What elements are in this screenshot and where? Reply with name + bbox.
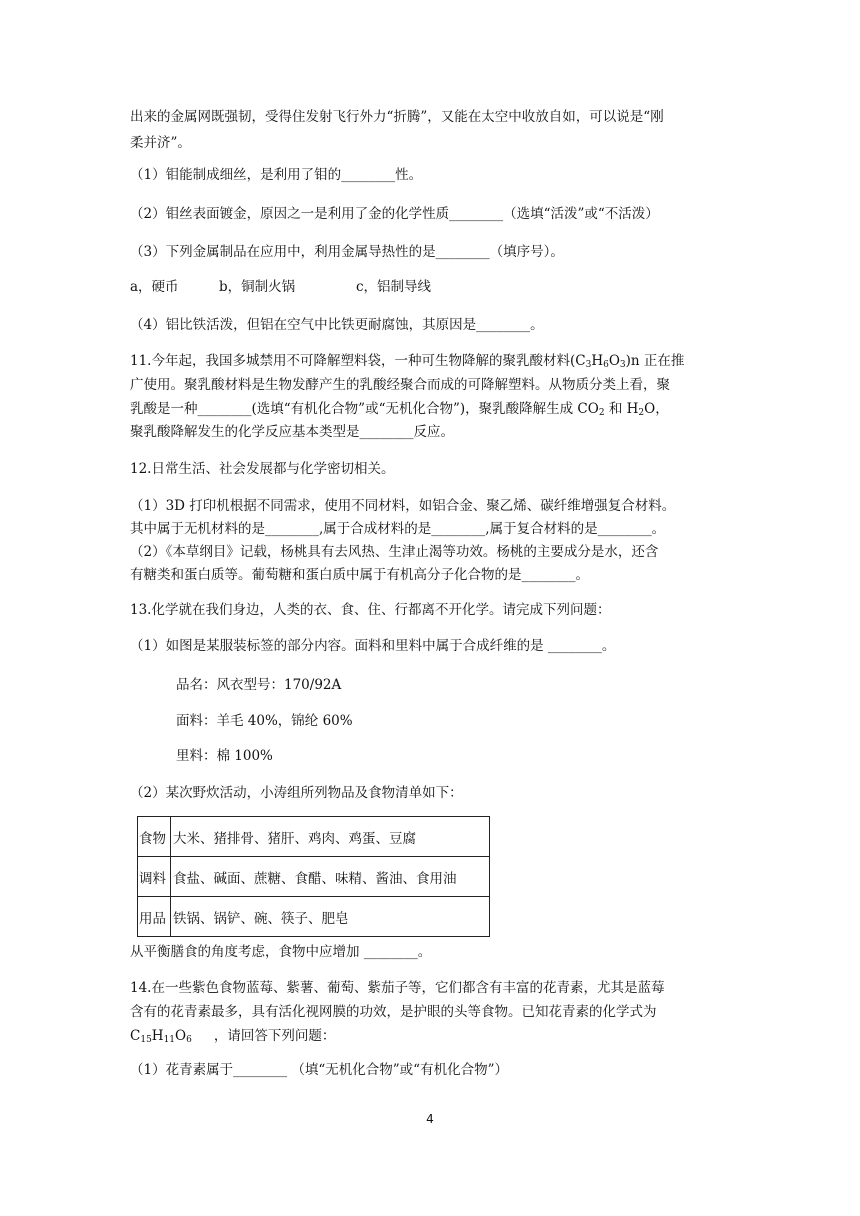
question-11-line: 乳酸是一种________(选填“有机化合物”或“无机化合物”)，聚乳酸降解生成 $CO_2$ 和 $H_2O$， (130, 401, 669, 418)
question-14-line: 14.在一些紫色食物蓝莓、紫薯、葡萄、紫茄子等，它们都含有丰富的花青素，尤其是蓝莓 (130, 980, 665, 996)
option-c: c，铝制导线 (356, 279, 432, 295)
question-13-title: 13.化学就在我们身边，人类的衣、食、住、行都离不开化学。请完成下列问题： (130, 602, 611, 618)
question-14-1: （1）花青素属于________ （填“无机化合物”或“有机化合物”） (130, 1062, 508, 1078)
option-b: b，铜制火锅 (219, 279, 296, 295)
text-line: 柔并济”。 (130, 135, 191, 151)
question-10-1: （1）钼能制成细丝，是利用了钼的________性。 (130, 167, 423, 183)
question-10-3: （3）下列金属制品在应用中，利用金属导热性的是________（填序号）。 (130, 244, 564, 260)
question-11-line: 11.今年起，我国多城禁用不可降解塑料袋，一种可生物降解的聚乳酸材料$(C_3H_6O_3)n$ 正在推 (130, 353, 685, 370)
clothing-label-outer: 面料：羊毛 40%，锦纶 60% (176, 713, 353, 729)
table-cell: 食物 (138, 817, 171, 857)
table-cell: 铁锅、锅铲、碗、筷子、肥皂 (171, 897, 490, 937)
question-10-4: （4）铝比铁活泼，但铝在空气中比铁更耐腐蚀，其原因是________。 (130, 317, 544, 333)
text-line: 广使用。聚乳酸材料是生物发酵产生的乳酸经聚合而成的可降解塑料。从物质分类上看，聚 (130, 377, 670, 393)
text-line: 聚乳酸降解发生的化学反应基本类型是________反应。 (130, 424, 454, 440)
question-10-2: （2）钼丝表面镀金，原因之一是利用了金的化学性质________（选填“活泼”或“不活泼） (130, 206, 659, 222)
question-12-title: 12.日常生活、社会发展都与化学密切相关。 (130, 461, 395, 477)
supply-table (137, 816, 490, 937)
table-row (138, 897, 490, 937)
table-cell: 大米、猪排骨、猪肝、鸡肉、鸡蛋、豆腐 (171, 817, 490, 857)
question-12-1: （1）3D 打印机根据不同需求，使用不同材料，如铝合金、聚乙烯、碳纤维增强复合材料。 (130, 498, 676, 514)
text-line: 从平衡膳食的角度考虑，食物中应增加 ________。 (130, 944, 432, 960)
page-number: 4 (426, 1112, 434, 1126)
clothing-label-name: 品名：风衣型号：170/92A (176, 677, 342, 693)
text-line: 有糖类和蛋白质等。葡萄糖和蛋白质中属于有机高分子化合物的是________。 (130, 567, 589, 583)
formula-line: $C_{15}H_{11}O_6$ ，请回答下列问题： (130, 1028, 336, 1045)
table-row (138, 817, 490, 857)
question-13-1: （1）如图是某服装标签的部分内容。面料和里料中属于合成纤维的是 ________。 (130, 638, 616, 654)
text-line: 其中属于无机材料的是________,属于合成材料的是________,属于复合材料的是________。 (130, 521, 666, 537)
text-line: 含有的花青素最多，具有活化视网膜的功效，是护眼的头等食物。已知花青素的化学式为 (130, 1004, 657, 1020)
question-13-2: （2）某次野炊活动，小涛组所列物品及食物清单如下： (130, 785, 463, 801)
option-a: a，硬币 (130, 279, 179, 295)
table-row (138, 857, 490, 897)
question-12-2: （2）《本草纲目》记载，杨桃具有去风热、生津止渴等功效。杨桃的主要成分是水，还含 (130, 544, 659, 560)
text-line: 出来的金属网既强韧，受得住发射飞行外力“折腾”，又能在太空中收放自如，可以说是“刚 (130, 109, 664, 125)
clothing-label-lining: 里料：棉 100% (176, 748, 273, 764)
table-cell: 用品 (138, 897, 171, 937)
table-cell: 调料 (138, 857, 171, 897)
table-cell: 食盐、碱面、蔗糖、食醋、味精、酱油、食用油 (171, 857, 490, 897)
